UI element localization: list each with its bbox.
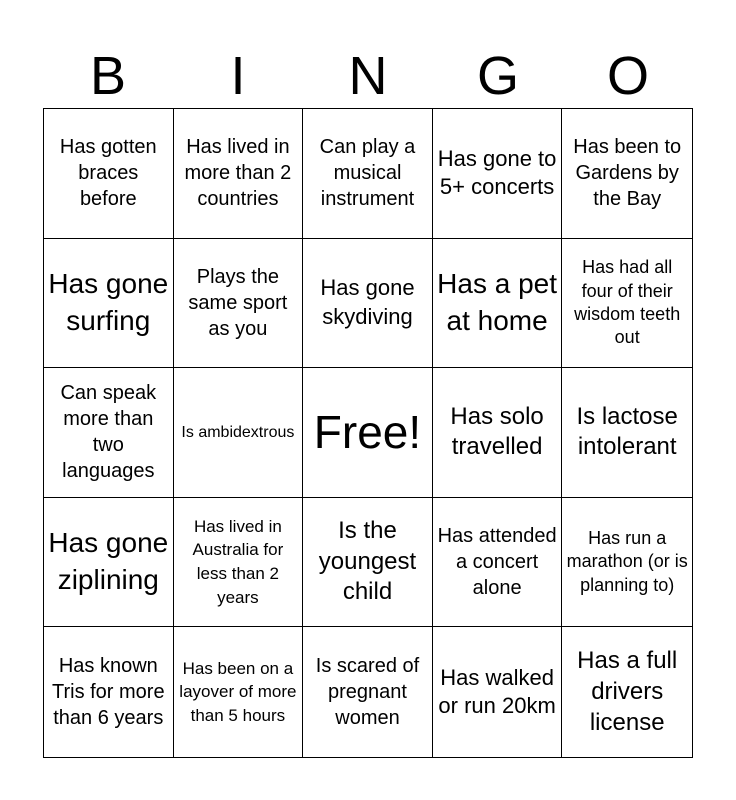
bingo-cell[interactable]: Has gone ziplining <box>44 498 174 628</box>
bingo-cell[interactable]: Has attended a concert alone <box>433 498 563 628</box>
header-letter-b: B <box>89 46 127 106</box>
bingo-cell[interactable]: Plays the same sport as you <box>174 239 304 369</box>
bingo-cell[interactable]: Has solo travelled <box>433 368 563 498</box>
bingo-cell[interactable]: Has walked or run 20km <box>433 627 563 757</box>
bingo-cell[interactable]: Has lived in more than 2 countries <box>174 109 304 239</box>
bingo-cell[interactable]: Has a pet at home <box>433 239 563 369</box>
bingo-header <box>43 44 693 108</box>
bingo-cell[interactable]: Is the youngest child <box>303 498 433 628</box>
bingo-cell[interactable]: Has a full drivers license <box>577 647 678 736</box>
bingo-cell[interactable]: Has been on a layover of more than 5 hours <box>174 627 304 757</box>
bingo-cell[interactable]: Has gotten braces before <box>44 109 174 239</box>
header-letter-g: G <box>476 46 519 106</box>
bingo-cell[interactable]: Has been to Gardens by the Bay <box>562 109 692 239</box>
bingo-cell[interactable]: Is lactose intolerant <box>562 368 692 498</box>
header-letter-n: N <box>348 46 388 106</box>
bingo-cell[interactable]: Has lived in Australia for less than 2 years <box>174 498 304 628</box>
bingo-cell[interactable]: Has gone skydiving <box>303 239 433 369</box>
header-letter-i: I <box>230 46 246 106</box>
bingo-cell[interactable]: Has known Tris for more than 6 years <box>44 627 174 757</box>
bingo-cell[interactable]: Has run a marathon (or is planning to) <box>562 498 692 628</box>
bingo-board <box>43 108 693 758</box>
bingo-cell[interactable]: Has gone to 5+ concerts <box>433 109 563 239</box>
bingo-cell[interactable]: Has gone surfing <box>44 239 174 369</box>
header-letter-o: O <box>606 46 649 106</box>
bingo-cell[interactable]: Has had all four of their wisdom teeth out <box>562 239 692 369</box>
free-space-cell[interactable]: Free! <box>303 368 433 498</box>
bingo-cell[interactable]: Can speak more than two languages <box>44 368 174 498</box>
bingo-cell[interactable]: Is ambidextrous <box>174 368 304 498</box>
bingo-cell[interactable]: Is scared of pregnant women <box>303 627 433 757</box>
bingo-cell[interactable]: Can play a musical instrument <box>303 109 433 239</box>
